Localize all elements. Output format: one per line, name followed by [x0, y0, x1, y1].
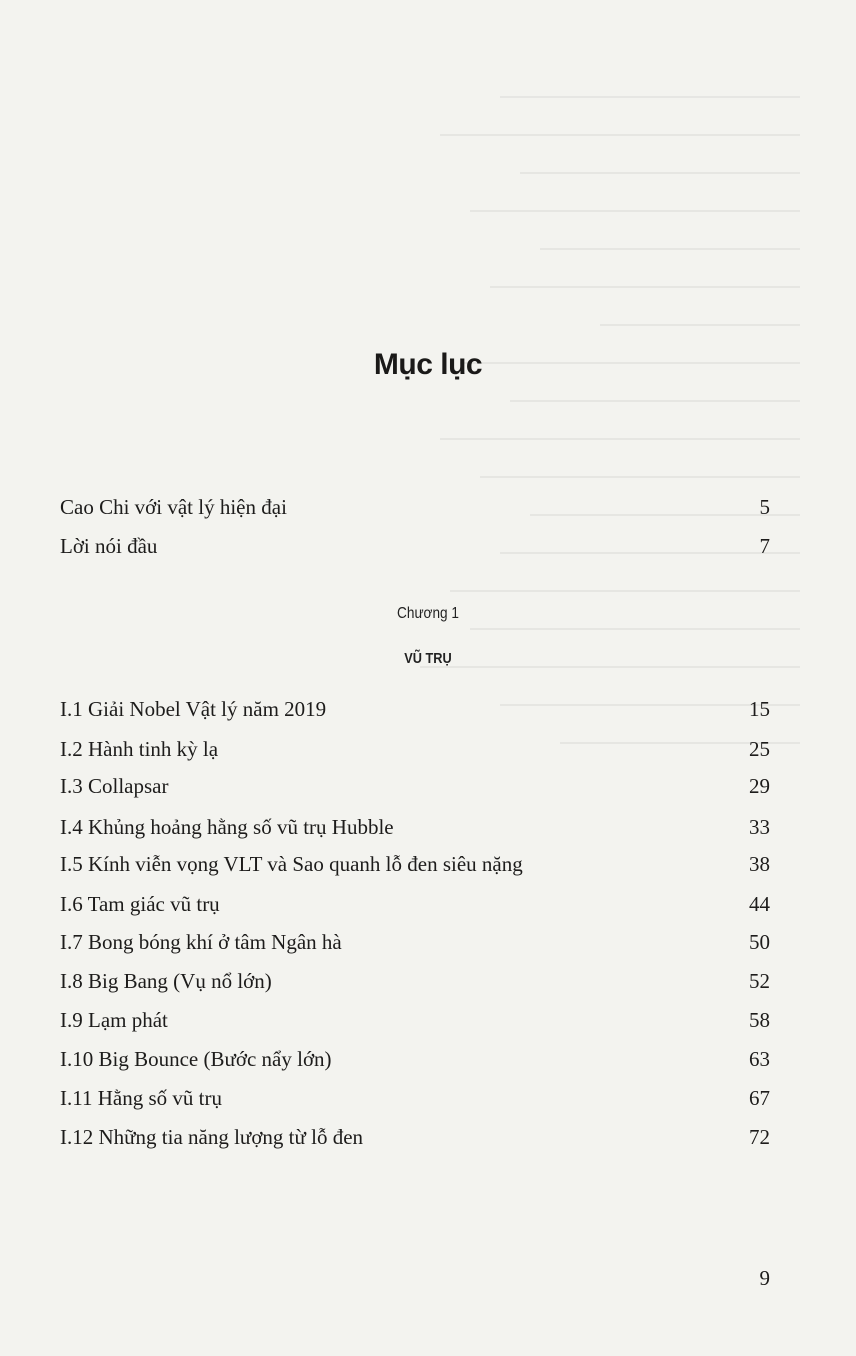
toc-entry-label: I.1 Giải Nobel Vật lý năm 2019 — [60, 697, 327, 721]
toc-entry-label: I.3 Collapsar — [60, 774, 169, 798]
toc-entry — [60, 849, 770, 879]
toc-entry-page: 67 — [749, 1086, 770, 1110]
toc-entry-label: I.10 Big Bounce (Bước nẩy lớn) — [60, 1047, 332, 1071]
toc-entry — [60, 927, 770, 957]
toc-entry — [60, 1044, 770, 1074]
toc-entry — [60, 1083, 770, 1113]
page-number: 9 — [759, 1266, 770, 1290]
toc-entry-page: 25 — [749, 737, 770, 761]
toc-entry — [60, 771, 770, 801]
toc-entry-page: 50 — [749, 930, 770, 954]
toc-entry-page: 5 — [759, 495, 770, 519]
chapter-label: Chương 1 — [397, 605, 459, 622]
toc-entry-page: 52 — [749, 969, 770, 993]
toc-entry — [60, 531, 770, 561]
toc-entry — [60, 492, 770, 522]
toc-entry-page: 7 — [759, 534, 770, 558]
toc-entry — [60, 812, 770, 842]
toc-entry-page: 44 — [749, 892, 770, 916]
toc-entry — [60, 1122, 770, 1152]
toc-entry-label: I.8 Big Bang (Vụ nổ lớn) — [60, 969, 272, 993]
toc-entry-label: I.11 Hằng số vũ trụ — [60, 1086, 222, 1110]
chapter-name: VŨ TRỤ — [404, 650, 452, 667]
toc-entry — [60, 734, 770, 764]
toc-entry-label: I.4 Khủng hoảng hằng số vũ trụ Hubble — [60, 815, 394, 839]
toc-entry-page: 58 — [749, 1008, 770, 1032]
toc-entry-page: 72 — [749, 1125, 770, 1149]
toc-entry-label: I.6 Tam giác vũ trụ — [60, 892, 220, 916]
toc-entry-label: I.7 Bong bóng khí ở tâm Ngân hà — [60, 930, 342, 954]
toc-entry — [60, 694, 770, 724]
toc-entry — [60, 966, 770, 996]
toc-entry-label: I.12 Những tia năng lượng từ lỗ đen — [60, 1125, 364, 1149]
toc-entry-label: I.5 Kính viễn vọng VLT và Sao quanh lỗ đen siêu nặng — [60, 852, 523, 876]
toc-entry-label: Lời nói đầu — [60, 534, 158, 558]
toc-entry-label: Cao Chi với vật lý hiện đại — [60, 495, 287, 519]
toc-entry-page: 29 — [749, 774, 770, 798]
toc-entry-page: 63 — [749, 1047, 770, 1071]
page-title: Mục lục — [373, 348, 483, 381]
toc-entry-page: 33 — [749, 815, 770, 839]
toc-entry-label: I.2 Hành tinh kỳ lạ — [60, 737, 219, 761]
toc-entry — [60, 889, 770, 919]
toc-entry — [60, 1005, 770, 1035]
toc-entry-page: 15 — [749, 697, 770, 721]
toc-entry-page: 38 — [749, 852, 770, 876]
toc-entry-label: I.9 Lạm phát — [60, 1008, 168, 1032]
